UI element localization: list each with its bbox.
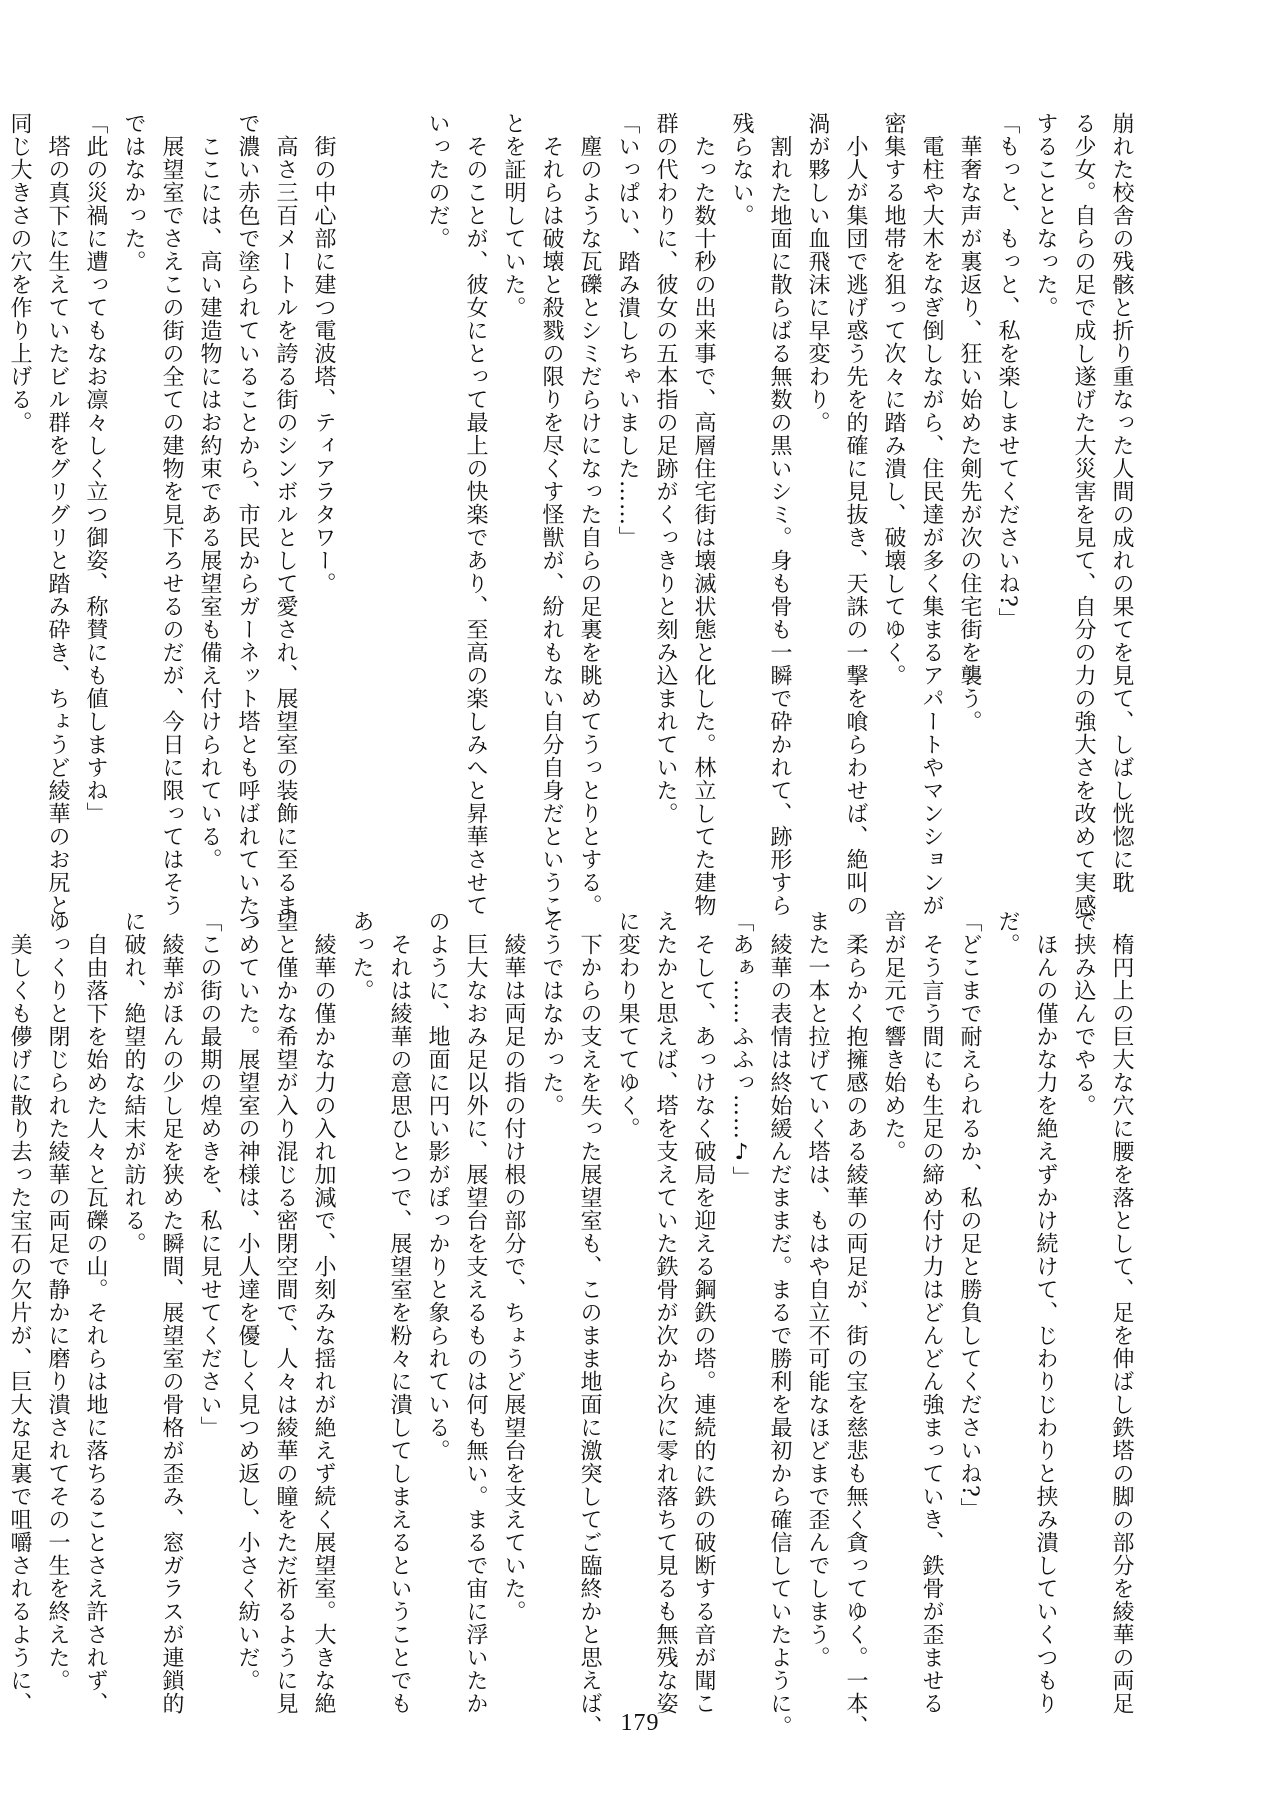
text-line: いったのだ。 — [425, 112, 450, 250]
text-line: そうではなかった。 — [539, 910, 564, 1117]
text-line: することとなった。 — [1033, 112, 1058, 319]
text-line: 「いっぱい、踏み潰しちゃいました……」 — [615, 112, 640, 549]
text-line: 密集する地帯を狙って次々に踏み潰し、破壊してゆく。 — [881, 112, 906, 687]
text-line: 楕円上の巨大な穴に腰を落として、足を伸ばし鉄塔の脚の部分を綾華の両足 — [1109, 910, 1134, 1715]
text-line: で濃い赤色で塗られていることから、市民からガーネット塔とも呼ばれていた。 — [235, 112, 260, 940]
text-line: 下からの支えを失った展望室も、このまま地面に激突してご臨終かと思えば、 — [577, 910, 602, 1738]
text-line: 綾華の僅かな力の入れ加減で、小刻みな揺れが絶えず続く展望室。大きな絶 — [311, 910, 336, 1715]
text-line: 群の代わりに、彼女の五本指の足跡がくっきりと刻み込まれていた。 — [653, 112, 678, 825]
text-line: あった。 — [349, 910, 374, 1002]
text-line: だ。 — [995, 910, 1020, 956]
text-line: 同じ大きさの穴を作り上げる。 — [7, 112, 32, 434]
text-line: 巨大なおみ足以外に、展望台を支えるものは何も無い。まるで宙に浮いたか — [463, 910, 488, 1715]
page-number: 179 — [620, 1710, 660, 1736]
text-line: 「此の災禍に遭ってもなお凛々しく立つ御姿、称賛にも値しますね」 — [83, 112, 108, 825]
text-line: 「この街の最期の煌めきを、私に見せてください」 — [197, 910, 222, 1439]
text-line: えたかと思えば、塔を支えていた鉄骨が次から次に零れ落ちて見るも無残な姿 — [653, 910, 678, 1715]
text-line: 綾華の表情は終始緩んだままだ。まるで勝利を最初から確信していたように。 — [767, 910, 792, 1738]
text-line: 美しくも儚げに散り去った宝石の欠片が、巨大な足裏で咀嚼されるように、 — [7, 910, 32, 1715]
text-line: に変わり果ててゆく。 — [615, 910, 640, 1140]
text-line: また一本と拉げていく塔は、もはや自立不可能なほどまで歪んでしまう。 — [805, 910, 830, 1669]
text-line: たった数十秒の出来事で、高層住宅街は壊滅状態と化した。林立してた建物 — [691, 112, 716, 917]
text-line: そう言う間にも生足の締め付け力はどんどん強まっていき、鉄骨が歪ませる — [919, 910, 944, 1715]
text-line: 街の中心部に建つ電波塔、ティアラタワー。 — [311, 112, 336, 595]
text-line: 塵のような瓦礫とシミだらけになった自らの足裏を眺めてうっとりとする。 — [577, 112, 602, 917]
text-line: ゆっくりと閉じられた綾華の両足で静かに磨り潰されてその一生を終えた。 — [45, 910, 70, 1692]
text-line: とを証明していた。 — [501, 112, 526, 319]
text-line: に破れ、絶望的な結末が訪れる。 — [121, 910, 146, 1255]
text-line: ほんの僅かな力を絶えずかけ続けて、じわりじわりと挟み潰していくつもり — [1033, 910, 1058, 1715]
top-text-block — [7, 112, 1140, 940]
text-line: 綾華は両足の指の付け根の部分で、ちょうど展望台を支えていた。 — [501, 910, 526, 1623]
text-line: そのことが、彼女にとって最上の快楽であり、至高の楽しみへと昇華させて — [463, 112, 488, 917]
text-line: そして、あっけなく破局を迎える鋼鉄の塔。連続的に鉄の破断する音が聞こ — [691, 910, 716, 1715]
text-line: 「もっと、もっと、私を楽しませてくださいね?」 — [995, 112, 1020, 631]
text-line: 展望室でさえこの街の全ての建物を見下ろせるのだが、今日に限ってはそう — [159, 112, 184, 917]
text-line: 残らない。 — [729, 112, 754, 227]
text-line: それらは破壊と殺戮の限りを尽くす怪獣が、紛れもない自分自身だというこ — [539, 112, 564, 917]
text-line: で挟み込んでやる。 — [1071, 910, 1096, 1117]
text-line: 崩れた校舎の残骸と折り重なった人間の成れの果てを見て、しばし恍惚に耽 — [1109, 112, 1134, 894]
text-line: 高さ三百メートルを誇る街のシンボルとして愛され、展望室の装飾に至るま — [273, 112, 298, 917]
text-line: 小人が集団で逃げ惑う先を的確に見抜き、天誅の一撃を喰らわせば、絶叫の — [843, 112, 868, 917]
text-line: 塔の真下に生えていたビル群をグリグリと踏み砕き、ちょうど綾華のお尻と — [45, 112, 70, 917]
text-line: 華奢な声が裏返り、狂い始めた剣先が次の住宅街を襲う。 — [957, 112, 982, 733]
text-line: 綾華がほんの少し足を狭めた瞬間、展望室の骨格が歪み、窓ガラスが連鎖的 — [159, 910, 184, 1715]
text-line: ではなかった。 — [121, 112, 146, 273]
text-line: 自由落下を始めた人々と瓦礫の山。それらは地に落ちることさえ許されず、 — [83, 910, 108, 1715]
text-line: それは綾華の意思ひとつで、展望室を粉々に潰してしまえるということでも — [387, 910, 412, 1715]
text-line: 割れた地面に散らばる無数の黒いシミ。身も骨も一瞬で砕かれて、跡形すら — [767, 112, 792, 917]
text-line: 音が足元で響き始めた。 — [881, 910, 906, 1163]
text-line: る少女。自らの足で成し遂げた大災害を見て、自分の力の強大さを改めて実感 — [1071, 112, 1096, 917]
text-line: 「どこまで耐えられるか、私の足と勝負してくださいね?」 — [957, 910, 982, 1521]
text-line: 渦が夥しい血飛沫に早変わり。 — [805, 112, 830, 434]
text-line: 電柱や大木をなぎ倒しながら、住民達が多く集まるアパートやマンションが — [919, 112, 944, 917]
text-line: のように、地面に円い影がぽっかりと象られている。 — [425, 910, 450, 1462]
text-line: 「あぁ……ふふっ……♪」 — [729, 910, 754, 1189]
text-line: 柔らかく抱擁感のある綾華の両足が、街の宝を慈悲も無く貪ってゆく。一本、 — [843, 910, 868, 1738]
text-line — [342, 112, 380, 852]
text-line: ここには、高い建造物にはお約束である展望室も備え付けられている。 — [197, 112, 222, 871]
text-line: つめていた。展望室の神様は、小人達を優しく見つめ返し、小さく紡いだ。 — [235, 910, 260, 1692]
text-line: 望と僅かな希望が入り混じる密閉空間で、人々は綾華の瞳をただ祈るように見 — [273, 910, 298, 1715]
text-line — [380, 112, 418, 852]
